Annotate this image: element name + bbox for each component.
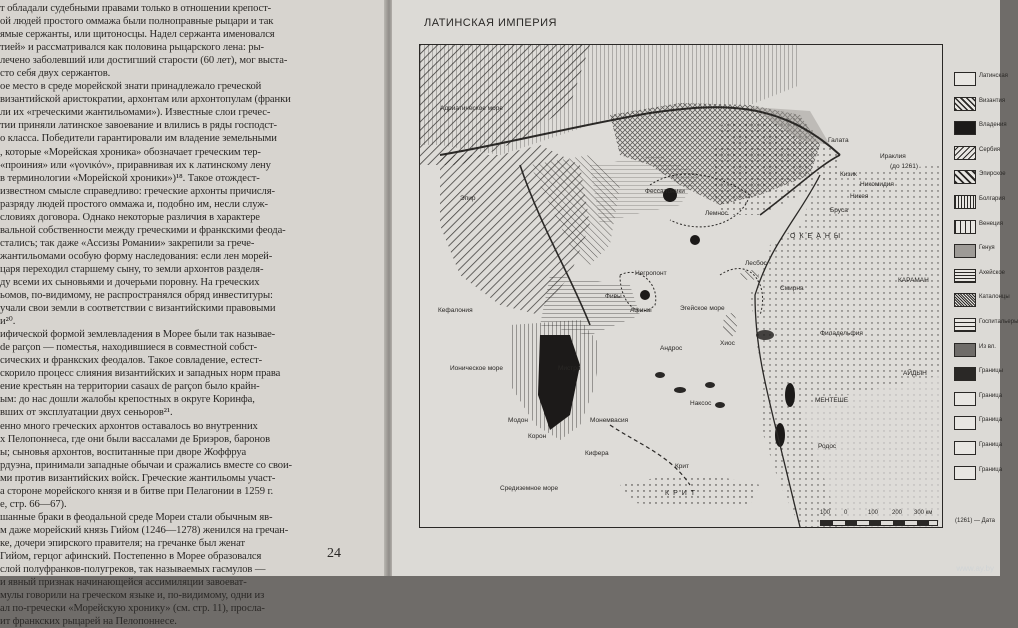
legend-label: Венеция [979,220,1004,227]
text-line: ми против византийских войск. Греческие жантильомы участ- [0,472,276,484]
map-title: ЛАТИНСКАЯ ИМПЕРИЯ [424,17,557,29]
scale-bar-graphic [820,520,938,526]
map-drawing [420,45,942,527]
scale-tick: 100 [820,510,831,516]
map-label: КРИТ [665,490,700,497]
legend-item [952,390,1003,415]
text-line: «проиния» или «γονικόν», приравнивая их к латинскому лену [0,159,271,171]
text-line: вших от эксплуатации двух сеньоров²¹. [0,407,173,419]
legend-label: Латинская [979,73,1008,79]
text-line: ой людей простого оммажа были полноправные рыцари и так [0,16,274,28]
map-label: ОКЕАНЫ [790,233,845,240]
text-line: т обладали судебными правами только в отношении крепост- [0,3,272,14]
legend-label: Из вл. [979,343,996,350]
right-page [392,0,1018,576]
legend-swatch [954,416,976,430]
map-label: (до 1261) [890,163,919,170]
text-line: скорило процесс слияния византийских и западных норм права [0,368,281,380]
legend-item [952,291,1010,316]
legend-note: (1261) — Дата [955,518,995,524]
text-line: сто себя двух сержантов. [0,68,111,80]
legend-item [952,218,1004,243]
legend-label: Граница [979,417,1003,424]
historical-map [419,44,943,528]
text-line: е, стр. 66—67). [0,498,67,510]
map-label: Фивы [605,293,622,300]
legend-swatch [954,220,976,234]
text-line: ли их «греческими жантильомами»). Известные слои гречес- [0,107,271,119]
legend-item [952,70,1008,95]
legend-label: Госпитальеры [979,318,1018,325]
text-line: известном смысле справедливо: греческие архонты причисля- [0,185,275,197]
text-line: в терминологии «Морейской хроники»)¹⁸. Такое отождест- [0,172,260,184]
text-line: жантильомами особую форму наследования: если лен морей- [0,250,273,262]
text-line: рдуэна, принимали западные обычаи и сражались вместе со свои- [0,459,292,471]
map-label: Кифера [585,450,609,457]
map-label: Родос [818,443,837,450]
legend-swatch [954,441,976,455]
text-line: царя переходил старшему сыну, то земли архонтов разделя- [0,263,264,275]
legend-label: Ахейское [979,269,1005,276]
map-label: Никомидия [860,181,894,188]
legend-label: Граница [979,441,1003,448]
text-line: Гийом, герцог афинский. Постепенно в Морее образовался [0,550,262,562]
map-label: Наксос [690,400,712,407]
map-legend [952,70,1018,488]
legend-item [952,95,1006,120]
text-line: х Пелопоннеса, где они были вассалами де Бриэров, баронов [0,433,271,445]
legend-swatch [954,318,976,332]
legend-label: Эпирское [979,171,1006,178]
legend-swatch [954,121,976,135]
legend-label: Болгария [979,195,1005,202]
text-line: вальной собственности между греческими и франкскими феода- [0,224,286,236]
text-line: ит франкских рыцарей на Пелопоннесе. [0,616,177,628]
text-line: сических и франкских феодалов. Такое совладение, естест- [0,355,263,367]
text-line: ифической формой землевладения в Морее были так называе- [0,329,276,341]
text-line: а стороне морейского князя и в битве при Пелагонии в 1259 г. [0,485,274,497]
text-line: ы; сыновья архонтов, воспитанные при дворе Жоффруа [0,446,247,458]
text-line: de parçon — поместья, находившиеся в совместной собст- [0,342,258,354]
text-line: тией» и рассматривался как половина рыцарского лена: ры- [0,42,264,54]
map-label: Афины [630,307,652,314]
map-label: АЙДЫН [903,370,927,377]
text-line: ке, дочери эпирского правителя; на гречанке был женат [0,537,245,549]
text-line: словиях договора. Однако некоторые различия в характере [0,211,260,223]
map-label: Филадельфия [820,330,863,337]
text-line: лечено заболевший или достигший старости (60 лет), мог выста- [0,55,288,67]
legend-item [952,365,1003,390]
legend-label: Граница [979,466,1003,473]
legend-item [952,341,1000,366]
legend-label: Генуя [979,245,995,252]
map-label: Лесбос [745,260,767,267]
map-label: Бруса [830,207,848,214]
map-label: Эпир [460,195,476,202]
text-line: слой полуфранков-полугреков, так называемых гасмулов — [0,564,266,576]
text-line: м даже морейский князь Гийом (1246—1278) женился на гречан- [0,524,289,536]
scale-tick: 100 [868,510,879,516]
legend-swatch [954,146,976,160]
scale-tick: 0 [844,510,848,516]
map-label: Андрос [660,345,683,352]
legend-swatch [954,195,976,209]
legend-item [952,144,1000,169]
map-label: Кефалония [438,307,473,314]
map-label: МЕНТЕШЕ [815,397,849,404]
legend-swatch [954,72,976,86]
legend-swatch [954,343,976,357]
text-line: ьомов, по-видимому, не распространялся обряд инвеституры: [0,290,273,302]
legend-item [952,119,1007,144]
legend-item [952,316,1018,341]
text-line: о класса. Победители гарантировали им владение земельными [0,133,277,145]
legend-item [952,267,1005,292]
map-label: Средиземное море [500,485,559,492]
map-label: Лемнос [705,210,728,217]
text-line: шанные браки в феодальной среде Мореи стали обычным яв- [0,511,273,523]
map-label: Крит [675,463,690,470]
page-number: 24 [327,546,341,561]
map-label: Модон [508,417,528,424]
map-label: Негропонт [635,270,667,277]
map-label: Ионическое море [450,365,504,372]
text-line: византийской аристократии, архонтам или архонтопулам (франки [0,94,291,106]
text-line: ение крестьян на территории casaux de parçon было крайн- [0,381,260,393]
text-line: ямые сержанты, или щитоносцы. Надел сержанта именовался [0,29,275,41]
scale-tick: 200 [892,510,903,516]
legend-label: Каталонцы [979,294,1010,301]
text-line: мулы говорили на греческом языке и, по-видимому, одни из [0,590,265,602]
legend-swatch [954,293,976,307]
text-line: тии приняли латинское завоевание и влились в ряды господст- [0,120,277,132]
legend-item [952,439,1003,464]
scale-tick: 300 км [914,510,933,516]
map-label: Ираклия [880,153,906,160]
legend-swatch [954,170,976,184]
text-line: учали свои земли в соответствии с византийскими правовыми [0,303,276,315]
map-label: Монемвасия [590,417,629,424]
text-line: и²⁰. [0,316,16,328]
legend-label: Владения [979,122,1007,129]
map-label: Адриатическое море [440,105,503,112]
watermark: www.ay.by [956,564,994,573]
map-label: Мистра [558,365,581,372]
legend-swatch [954,269,976,283]
text-line: разряду людей простого оммажа и, подобно им, несли служ- [0,198,268,210]
text-line: ым: до нас дошли жалобы крепостных в округе Коринфа, [0,394,255,406]
legend-swatch [954,97,976,111]
legend-item [952,464,1003,489]
legend-swatch [954,392,976,406]
text-line: и явный признак начинающейся ассимиляции завоеват- [0,577,247,589]
text-line: , которые «Морейская хроника» обозначает греческим тер- [0,146,261,158]
legend-label: Граница [979,392,1003,399]
legend-swatch [954,367,976,381]
map-label: Никея [850,193,869,200]
legend-label: Византия [979,97,1006,104]
map-label: Кизик [840,171,857,178]
legend-label: Границы [979,368,1003,375]
legend-item [952,193,1005,218]
text-line: ал по-гречески «Морейскую хронику» (см. стр. 11), просла- [0,603,265,615]
text-line: енно много греческих архонтов оставалось во внутренних [0,420,258,432]
text-line: ду всеми их сыновьями и дочерьми поровну. На греческих [0,276,260,288]
legend-swatch [954,466,976,480]
legend-swatch [954,244,976,258]
left-page-text [0,2,384,628]
text-line: ое место в среде морейской знати принадлежало греческой [0,81,262,93]
map-label: Корон [528,433,547,440]
legend-item [952,414,1003,439]
map-label: Фессалоники [645,188,685,195]
map-label: Эгейское море [680,305,725,312]
legend-label: Сербия [979,146,1001,153]
map-label: КАРАМАН [898,277,929,284]
map-label: Галата [828,137,849,144]
left-page [0,0,388,628]
map-label: Смирна [780,285,804,292]
map-label: Хиос [720,340,735,347]
legend-item [952,242,1000,267]
legend-item [952,168,1006,193]
text-line: сталисъ; так даже «Ассизы Романии» закрепили за грече- [0,237,255,249]
